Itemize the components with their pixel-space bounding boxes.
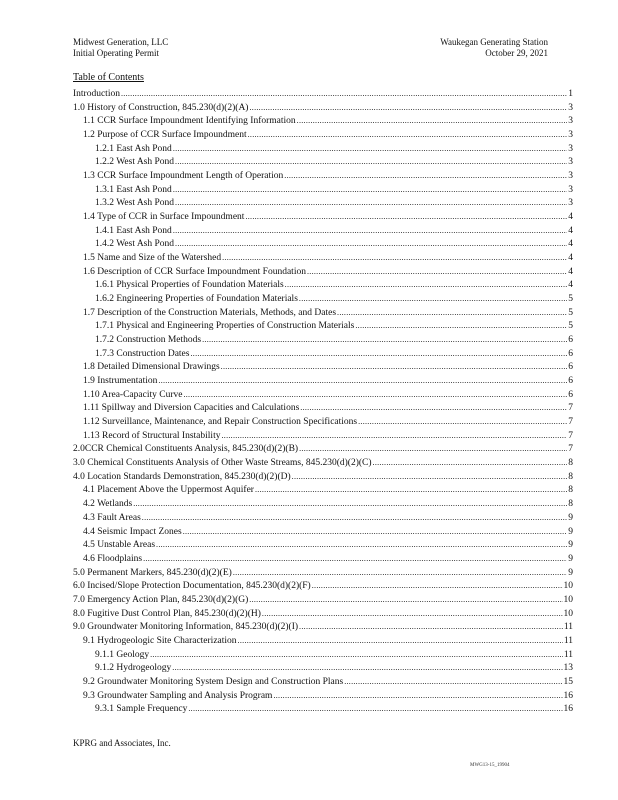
footer-company: KPRG and Associates, Inc.	[73, 738, 171, 748]
toc-leader-dots	[299, 620, 563, 635]
toc-entry-page: 11	[563, 649, 573, 660]
toc-leader-dots	[143, 552, 567, 567]
toc-leader-dots	[299, 292, 567, 307]
toc-entry-page: 4	[568, 280, 573, 291]
toc-leader-dots	[156, 538, 567, 553]
toc-entry-label: 1.2 Purpose of CCR Surface Impoundment	[83, 130, 247, 141]
toc-entry[interactable]	[73, 333, 573, 347]
toc-leader-dots	[255, 483, 567, 498]
toc-entry-page: 8	[568, 499, 573, 510]
toc-entry-label: 9.0 Groundwater Monitoring Information, 845.230(d)(2)(I)	[73, 622, 299, 633]
toc-entry-label: 9.3.1 Sample Frequency	[95, 704, 188, 715]
toc-entry[interactable]	[73, 648, 573, 662]
toc-entry-label: 9.1.1 Geology	[95, 649, 150, 660]
toc-entry[interactable]	[73, 210, 573, 224]
toc-entry-page: 5	[568, 307, 573, 318]
toc-entry[interactable]	[73, 579, 573, 593]
toc-entry[interactable]	[73, 155, 573, 169]
toc-entry-page: 9	[568, 526, 573, 537]
toc-entry[interactable]	[73, 456, 573, 470]
toc-entry[interactable]	[73, 101, 573, 115]
toc-leader-dots	[142, 511, 567, 526]
toc-entry-page: 3	[568, 184, 573, 195]
toc-entry-page: 4	[568, 212, 573, 223]
toc-entry-page: 4	[568, 225, 573, 236]
toc-entry-page: 16	[563, 704, 573, 715]
document-date: October 29, 2021	[485, 48, 548, 58]
toc-entry-label: 1.3.2 West Ash Pond	[95, 198, 175, 209]
toc-entry[interactable]	[73, 511, 573, 525]
toc-entry-page: 15	[563, 676, 573, 687]
toc-leader-dots	[175, 237, 567, 252]
toc-entry[interactable]	[73, 552, 573, 566]
toc-entry-label: 1.4.1 East Ash Pond	[95, 225, 172, 236]
toc-entry[interactable]	[73, 292, 573, 306]
toc-leader-dots	[188, 702, 562, 717]
toc-entry-page: 8	[568, 485, 573, 496]
toc-entry[interactable]	[73, 183, 573, 197]
toc-entry[interactable]	[73, 265, 573, 279]
toc-leader-dots	[355, 319, 567, 334]
toc-entry[interactable]	[73, 497, 573, 511]
toc-entry-page: 9	[568, 512, 573, 523]
toc-entry-label: 8.0 Fugitive Dust Control Plan, 845.230(d)(2)(H)	[73, 608, 261, 619]
toc-entry[interactable]	[73, 675, 573, 689]
toc-entry[interactable]	[73, 114, 573, 128]
toc-entry-page: 7	[568, 417, 573, 428]
toc-entry-page: 6	[568, 389, 573, 400]
toc-leader-dots	[245, 210, 567, 225]
toc-entry-page: 7	[568, 403, 573, 414]
toc-entry-page: 4	[568, 253, 573, 264]
toc-entry-label: 1.7.2 Construction Methods	[95, 335, 202, 346]
toc-entry[interactable]	[73, 525, 573, 539]
toc-entry-page: 1	[568, 89, 573, 99]
toc-leader-dots	[158, 374, 567, 389]
toc-entry[interactable]	[73, 634, 573, 648]
toc-entry-label: 9.1 Hydrogeologic Site Characterization	[83, 635, 237, 646]
toc-entry-label: 2.0CCR Chemical Constituents Analysis, 845.230(d)(2)(B)	[73, 444, 299, 455]
toc-entry[interactable]	[73, 347, 573, 361]
toc-entry-page: 9	[568, 567, 573, 578]
toc-entry-label: 1.0 History of Construction, 845.230(d)(2)(A)	[73, 102, 249, 113]
toc-entry-label: 1.11 Spillway and Diversion Capacities and Calculations	[83, 403, 300, 414]
toc-leader-dots	[292, 470, 568, 485]
toc-entry-page: 3	[568, 130, 573, 141]
toc-entry-page: 5	[568, 321, 573, 332]
toc-entry-page: 13	[563, 663, 573, 674]
toc-entry-page: 3	[568, 102, 573, 113]
toc-entry-page: 16	[563, 690, 573, 701]
toc-entry[interactable]	[73, 689, 573, 703]
toc-entry[interactable]	[73, 620, 573, 634]
toc-leader-dots	[150, 648, 563, 663]
toc-entry-label: 4.4 Seismic Impact Zones	[83, 526, 182, 537]
header-left	[73, 37, 168, 59]
toc-entry[interactable]	[73, 128, 573, 142]
toc-entry-label: 7.0 Emergency Action Plan, 845.230(d)(2)(G)	[73, 594, 249, 605]
toc-entry-page: 11	[563, 622, 573, 633]
toc-entry-label: 1.9 Instrumentation	[83, 376, 158, 387]
toc-entry-label: 1.7.1 Physical and Engineering Properties of Construction Materials	[95, 321, 355, 332]
toc-entry-label: 4.0 Location Standards Demonstration, 845.230(d)(2)(D)	[73, 471, 291, 482]
toc-leader-dots	[344, 675, 562, 690]
toc-leader-dots	[183, 525, 568, 540]
toc-entry[interactable]	[73, 319, 573, 333]
toc-entry-label: 1.12 Surveillance, Maintenance, and Repair Construction Specifications	[83, 417, 358, 428]
bates-stamp: MWG13-15_19904	[470, 763, 510, 768]
toc-entry-page: 7	[568, 430, 573, 441]
toc-entry[interactable]	[73, 196, 573, 210]
toc-entry-label: 1.4.2 West Ash Pond	[95, 239, 175, 250]
toc-entry[interactable]	[73, 237, 573, 251]
toc-entry-label: 1.8 Detailed Dimensional Drawings	[83, 362, 220, 373]
toc-entry-label: 1.6.2 Engineering Properties of Foundation Materials	[95, 294, 298, 305]
toc-entry-label: 4.3 Fault Areas	[83, 512, 141, 523]
company-name: Midwest Generation, LLC	[73, 37, 169, 47]
toc-entry-page: 9	[568, 553, 573, 564]
toc-entry-page: 9	[568, 540, 573, 551]
toc-leader-dots	[221, 360, 568, 375]
toc-leader-dots	[249, 101, 567, 116]
toc-leader-dots	[307, 265, 567, 280]
toc-leader-dots	[172, 661, 562, 676]
toc-entry[interactable]	[73, 661, 573, 675]
station-name: Waukegan Generating Station	[440, 37, 548, 47]
toc-leader-dots	[358, 415, 567, 430]
toc-entry[interactable]	[73, 429, 573, 443]
toc-entry[interactable]	[73, 593, 573, 607]
toc-entry-label: 9.3 Groundwater Sampling and Analysis Program	[83, 690, 273, 701]
toc-entry-page: 4	[568, 266, 573, 277]
toc-entry[interactable]	[73, 374, 573, 388]
toc-entry-page: 10	[563, 581, 573, 592]
toc-entry-page: 3	[568, 157, 573, 168]
toc-leader-dots	[173, 224, 567, 239]
toc-leader-dots	[285, 278, 568, 293]
toc-entry[interactable]	[73, 607, 573, 621]
toc-entry[interactable]	[73, 470, 573, 484]
toc-entry[interactable]	[73, 566, 573, 580]
toc-entry[interactable]	[73, 388, 573, 402]
toc-leader-dots	[222, 251, 567, 266]
toc-leader-dots	[202, 333, 567, 348]
toc-entry-page: 3	[568, 116, 573, 127]
toc-entry-label: 9.2 Groundwater Monitoring System Design and Construction Plans	[83, 676, 344, 687]
toc-leader-dots	[248, 128, 568, 143]
toc-leader-dots	[175, 196, 567, 211]
toc-entry[interactable]	[73, 702, 573, 716]
toc-entry-label: 3.0 Chemical Constituents Analysis of Other Waste Streams, 845.230(d)(2)(C)	[73, 458, 372, 469]
table-of-contents	[73, 87, 573, 716]
toc-leader-dots	[337, 306, 567, 321]
toc-entry-page: 11	[563, 635, 573, 646]
toc-leader-dots	[373, 456, 568, 471]
toc-entry-label: 4.5 Unstable Areas	[83, 540, 156, 551]
toc-leader-dots	[297, 114, 568, 129]
toc-entry-page: 6	[568, 376, 573, 387]
toc-entry-page: 10	[563, 608, 573, 619]
toc-entry-label: 5.0 Permanent Markers, 845.230(d)(2)(E)	[73, 567, 232, 578]
toc-entry-page: 6	[568, 348, 573, 359]
toc-leader-dots	[300, 401, 567, 416]
toc-entry-label: 1.1 CCR Surface Impoundment Identifying Information	[83, 116, 296, 127]
toc-entry-label: 1.2.2 West Ash Pond	[95, 157, 175, 168]
toc-entry-label: 1.6.1 Physical Properties of Foundation Materials	[95, 280, 284, 291]
toc-leader-dots	[238, 634, 563, 649]
toc-entry-label: 1.2.1 East Ash Pond	[95, 143, 172, 154]
toc-entry-label: 1.3 CCR Surface Impoundment Length of Operation	[83, 171, 284, 182]
toc-leader-dots	[221, 429, 567, 444]
toc-entry[interactable]	[73, 360, 573, 374]
toc-entry[interactable]	[73, 442, 573, 456]
toc-leader-dots	[190, 347, 567, 362]
toc-entry[interactable]	[73, 306, 573, 320]
toc-leader-dots	[299, 442, 567, 457]
toc-entry-page: 5	[568, 294, 573, 305]
toc-leader-dots	[249, 593, 562, 608]
toc-leader-dots	[173, 142, 567, 157]
toc-entry-label: 1.10 Area-Capacity Curve	[83, 389, 183, 400]
toc-entry-page: 8	[568, 458, 573, 469]
toc-leader-dots	[175, 155, 567, 170]
toc-entry-label: 1.7 Description of the Construction Materials, Methods, and Dates	[83, 307, 337, 318]
toc-leader-dots	[173, 183, 567, 198]
toc-entry[interactable]	[73, 401, 573, 415]
toc-entry[interactable]	[73, 87, 573, 101]
toc-leader-dots	[262, 607, 563, 622]
toc-entry-label: 1.5 Name and Size of the Watershed	[83, 253, 222, 264]
toc-entry[interactable]	[73, 538, 573, 552]
toc-title: Table of Contents	[73, 72, 144, 83]
toc-leader-dots	[121, 87, 567, 102]
toc-entry[interactable]	[73, 278, 573, 292]
toc-entry-label: Introduction	[73, 89, 120, 99]
toc-entry-label: 9.1.2 Hydrogeology	[95, 663, 172, 674]
toc-entry-label: 4.1 Placement Above the Uppermost Aquifer	[83, 485, 254, 496]
toc-leader-dots	[233, 566, 567, 581]
toc-entry-label: 1.6 Description of CCR Surface Impoundment Foundation	[83, 266, 306, 277]
toc-leader-dots	[183, 388, 567, 403]
toc-entry[interactable]	[73, 415, 573, 429]
toc-entry-page: 3	[568, 143, 573, 154]
toc-leader-dots	[284, 169, 567, 184]
toc-entry-label: 1.4 Type of CCR in Surface Impoundment	[83, 212, 245, 223]
toc-entry-label: 4.6 Floodplains	[83, 553, 143, 564]
header-right	[410, 37, 548, 59]
toc-entry-page: 4	[568, 239, 573, 250]
toc-entry-page: 3	[568, 198, 573, 209]
toc-entry[interactable]	[73, 251, 573, 265]
toc-entry-page: 8	[568, 471, 573, 482]
toc-entry-page: 6	[568, 335, 573, 346]
document-type: Initial Operating Permit	[73, 48, 159, 58]
toc-entry[interactable]	[73, 142, 573, 156]
toc-entry[interactable]	[73, 483, 573, 497]
toc-entry-label: 1.7.3 Construction Dates	[95, 348, 190, 359]
toc-entry-page: 10	[563, 594, 573, 605]
toc-entry-page: 6	[568, 362, 573, 373]
toc-entry-label: 6.0 Incised/Slope Protection Documentation, 845.230(d)(2)(F)	[73, 581, 311, 592]
toc-entry-page: 7	[568, 444, 573, 455]
toc-entry-label: 1.13 Record of Structural Instability	[83, 430, 221, 441]
toc-entry-label: 4.2 Wetlands	[83, 499, 133, 510]
toc-entry-page: 3	[568, 171, 573, 182]
toc-entry[interactable]	[73, 169, 573, 183]
toc-leader-dots	[133, 497, 567, 512]
toc-entry[interactable]	[73, 224, 573, 238]
toc-entry-label: 1.3.1 East Ash Pond	[95, 184, 172, 195]
toc-leader-dots	[273, 689, 562, 704]
toc-leader-dots	[312, 579, 563, 594]
